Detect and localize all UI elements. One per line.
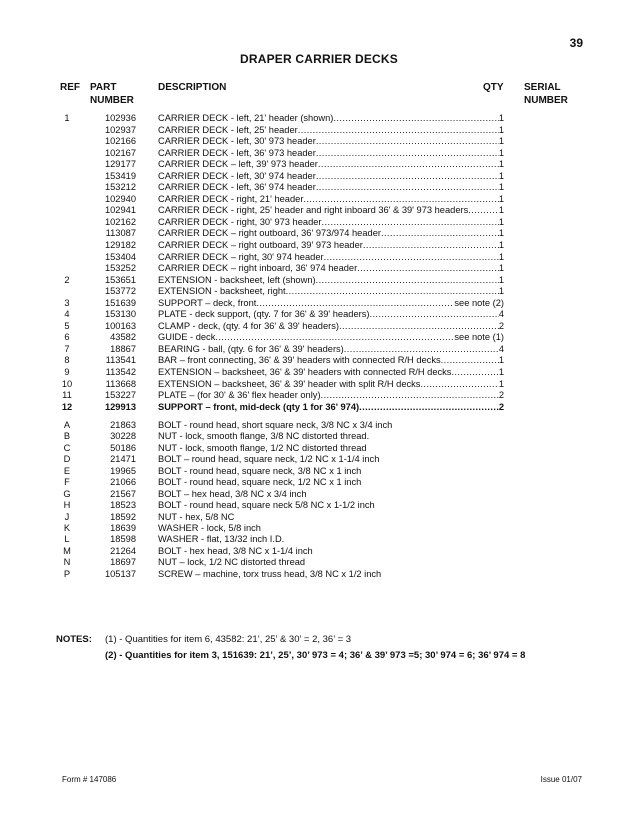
description-text: CARRIER DECK - left, 25' header xyxy=(158,124,298,135)
ref-cell: 4 xyxy=(64,309,70,320)
description-cell xyxy=(158,286,504,298)
table-row xyxy=(0,252,638,264)
description-cell xyxy=(158,500,504,511)
table-row xyxy=(0,309,638,321)
qty-cell: 1 xyxy=(498,170,504,181)
part-number-cell: 113087 xyxy=(105,228,136,239)
dot-leader xyxy=(468,205,499,217)
serial-number-column-header xyxy=(524,81,568,107)
part-number-cell: 153651 xyxy=(104,274,136,285)
dot-leader xyxy=(256,298,454,310)
part-number-column-header xyxy=(90,81,134,107)
table-row xyxy=(0,113,638,125)
ref-cell: C xyxy=(63,442,71,453)
qty-cell: 1 xyxy=(498,113,504,123)
table-row xyxy=(0,420,638,431)
dot-leader xyxy=(316,136,499,148)
dot-leader xyxy=(303,194,498,206)
description-text: CLAMP - deck, (qty. 4 for 36' & 39' headers) xyxy=(158,320,339,331)
ref-cell: K xyxy=(63,522,71,533)
description-text: BOLT – hex head, 3/8 NC x 3/4 inch xyxy=(158,488,307,499)
description-cell xyxy=(158,512,504,523)
part-number-cell: 21066 xyxy=(110,477,136,488)
table-row xyxy=(0,205,638,217)
description-cell xyxy=(158,321,504,333)
qty-cell: 1 xyxy=(498,136,504,147)
ref-cell: B xyxy=(63,431,71,442)
parts-list xyxy=(0,113,638,413)
ref-cell: 3 xyxy=(64,297,70,308)
ref-column-header: REF xyxy=(60,82,80,93)
part-number-cell: 19965 xyxy=(110,465,136,476)
part-number-cell: 102941 xyxy=(104,205,136,216)
table-row xyxy=(0,298,638,310)
description-text: CARRIER DECK - right, 30' 973 header xyxy=(158,216,322,227)
description-text: EXTENSION - backsheet, right xyxy=(158,286,286,297)
note-1: (1) - Quantities for item 6, 43582: 21’, 25’ & 30’ = 2, 36’ = 3 xyxy=(105,634,352,645)
table-row xyxy=(0,332,638,344)
ref-cell: 12 xyxy=(61,401,73,412)
description-cell xyxy=(158,228,504,240)
table-row xyxy=(0,275,638,287)
part-number-cell: 153227 xyxy=(104,390,136,401)
part-number-cell: 153404 xyxy=(104,251,136,262)
dot-leader xyxy=(333,113,498,125)
qty-cell: 1 xyxy=(498,378,504,389)
description-text: EXTENSION – backsheet, 36' & 39' header with split R/H decks xyxy=(158,378,421,389)
table-row xyxy=(0,454,638,465)
description-cell xyxy=(158,309,504,321)
description-cell xyxy=(158,379,504,391)
description-cell xyxy=(158,466,504,477)
description-text: BEARING - ball, (qty. 6 for 36' & 39' headers) xyxy=(158,343,344,354)
description-text: NUT - lock, smooth flange, 3/8 NC distorted thread. xyxy=(158,431,370,442)
table-row xyxy=(0,379,638,391)
ref-cell: H xyxy=(63,500,71,511)
dot-leader xyxy=(316,148,499,160)
note-2: (2) - Quantities for item 3, 151639: 21’, 25’, 30’ 973 = 4; 36’ & 39’ 973 =5; 30’ 974 = 6; 36’ 974 = 8 xyxy=(105,650,526,661)
table-row xyxy=(0,466,638,477)
description-cell xyxy=(158,344,504,356)
qty-cell: 1 xyxy=(498,124,504,135)
qty-cell: 1 xyxy=(498,193,504,204)
description-text: CARRIER DECK – right inboard, 36' 974 header xyxy=(158,263,358,274)
description-text: SUPPORT – front, mid-deck (qty 1 for 36' 974) xyxy=(158,401,360,412)
description-cell xyxy=(158,136,504,148)
part-number-cell: 151639 xyxy=(104,297,136,308)
description-cell xyxy=(158,557,504,568)
description-text: BOLT – round head, square neck, 1/2 NC x 1-1/4 inch xyxy=(158,454,380,465)
dot-leader xyxy=(321,390,499,402)
dot-leader xyxy=(344,344,499,356)
ref-cell: N xyxy=(63,557,71,568)
dot-leader xyxy=(215,332,454,344)
part-number-cell: 18639 xyxy=(110,522,136,533)
ref-cell: 6 xyxy=(64,332,70,343)
dot-leader xyxy=(451,367,498,379)
description-text: PLATE - deck support, (qty. 7 for 36' & 39' headers) xyxy=(158,309,370,320)
table-row xyxy=(0,523,638,534)
part-number-cell: 21863 xyxy=(110,420,136,430)
qty-cell: see note (2) xyxy=(454,297,504,308)
ref-cell: 11 xyxy=(62,390,72,401)
part-number-cell: 102936 xyxy=(104,113,136,123)
part-number-cell: 21264 xyxy=(110,545,136,556)
description-cell xyxy=(158,402,504,414)
description-text: BAR – front connecting, 36' & 39' headers with connected R/H decks xyxy=(158,355,441,366)
part-number-cell: 153772 xyxy=(104,286,136,297)
description-text: NUT – lock, 1/2 NC distorted thread xyxy=(158,557,306,568)
part-number-cell: 21567 xyxy=(110,488,136,499)
dot-leader xyxy=(324,252,499,264)
serial-header-line1: SERIAL xyxy=(524,82,561,93)
description-text: SCREW – machine, torx truss head, 3/8 NC x 1/2 inch xyxy=(158,568,382,579)
part-number-cell: 18697 xyxy=(110,557,136,568)
description-cell xyxy=(158,443,504,454)
fastener-list xyxy=(0,420,638,580)
part-number-cell: 43582 xyxy=(110,332,136,343)
qty-cell: 1 xyxy=(498,147,504,158)
part-number-cell: 21471 xyxy=(110,454,136,465)
part-number-cell: 105137 xyxy=(104,568,136,579)
dot-leader xyxy=(339,321,499,333)
qty-cell: 1 xyxy=(498,367,504,378)
description-cell xyxy=(158,367,504,379)
ref-cell: D xyxy=(63,454,71,465)
description-text: BOLT - hex head, 3/8 NC x 1-1/4 inch xyxy=(158,545,313,556)
qty-cell: 1 xyxy=(498,205,504,216)
ref-cell: G xyxy=(63,488,71,499)
description-cell xyxy=(158,113,504,125)
description-cell xyxy=(158,298,504,310)
part-number-cell: 100163 xyxy=(104,320,136,331)
description-cell xyxy=(158,477,504,488)
table-row xyxy=(0,194,638,206)
description-cell xyxy=(158,390,504,402)
table-row xyxy=(0,557,638,568)
table-row xyxy=(0,390,638,402)
description-text: PLATE – (for 30' & 36' flex header only) xyxy=(158,390,321,401)
description-text: CARRIER DECK – right outboard, 36' 973/974 header xyxy=(158,228,381,239)
part-number-cell: 153212 xyxy=(104,182,136,193)
part-number-cell: 129182 xyxy=(104,240,136,251)
part-number-cell: 102167 xyxy=(104,147,136,158)
notes-label: NOTES: xyxy=(56,634,92,645)
table-row xyxy=(0,569,638,580)
ref-cell: J xyxy=(64,511,70,522)
dot-leader xyxy=(369,309,498,321)
description-text: NUT - lock, smooth flange, 1/2 NC distorted thread xyxy=(158,442,367,453)
part-number-cell: 129913 xyxy=(104,401,136,412)
qty-cell: 4 xyxy=(498,343,504,354)
page-title: DRAPER CARRIER DECKS xyxy=(239,52,398,66)
description-text: BOLT - round head, short square neck, 3/8 NC x 3/4 inch xyxy=(158,420,393,430)
qty-cell: see note (1) xyxy=(454,332,504,343)
table-row xyxy=(0,534,638,545)
dot-leader xyxy=(316,182,499,194)
page-number: 39 xyxy=(569,36,583,50)
description-text: NUT - hex, 5/8 NC xyxy=(158,511,235,522)
description-text: EXTENSION - backsheet, left (shown) xyxy=(158,274,316,285)
description-cell xyxy=(158,148,504,160)
dot-leader xyxy=(441,355,499,367)
qty-cell: 2 xyxy=(498,390,504,401)
description-text: CARRIER DECK - left, 36' 974 header xyxy=(158,182,316,193)
table-row xyxy=(0,355,638,367)
table-row xyxy=(0,159,638,171)
part-number-cell: 153130 xyxy=(104,309,136,320)
dot-leader xyxy=(286,286,499,298)
part-number-cell: 30228 xyxy=(110,431,136,442)
description-text: WASHER - flat, 13/32 inch I.D. xyxy=(158,534,285,545)
description-text: CARRIER DECK - left, 36' 973 header xyxy=(158,147,316,158)
table-row xyxy=(0,477,638,488)
part-number-cell: 18867 xyxy=(110,343,136,354)
qty-cell: 2 xyxy=(498,320,504,331)
part-header-line1: PART xyxy=(90,82,117,93)
issue-date: Issue 01/07 xyxy=(540,775,582,784)
table-row xyxy=(0,148,638,160)
dot-leader xyxy=(316,171,499,183)
part-number-cell: 102937 xyxy=(104,124,136,135)
ref-cell: 8 xyxy=(64,355,70,366)
description-cell xyxy=(158,159,504,171)
description-cell xyxy=(158,332,504,344)
ref-cell: L xyxy=(64,534,70,545)
table-row xyxy=(0,125,638,137)
dot-leader xyxy=(359,402,499,414)
description-text: CARRIER DECK – right, 30' 974 header xyxy=(158,251,324,262)
table-row xyxy=(0,367,638,379)
table-row xyxy=(0,228,638,240)
part-number-cell: 102940 xyxy=(104,193,136,204)
dot-leader xyxy=(363,240,499,252)
description-cell xyxy=(158,263,504,275)
ref-cell: F xyxy=(64,477,70,488)
qty-cell: 1 xyxy=(498,240,504,251)
part-number-cell: 50186 xyxy=(110,442,136,453)
table-row xyxy=(0,171,638,183)
description-cell xyxy=(158,489,504,500)
qty-cell: 1 xyxy=(498,286,504,297)
qty-cell: 2 xyxy=(498,401,504,412)
form-number: Form # 147086 xyxy=(62,775,117,784)
dot-leader xyxy=(357,263,499,275)
table-row xyxy=(0,431,638,442)
table-row xyxy=(0,240,638,252)
table-row xyxy=(0,443,638,454)
description-text: CARRIER DECK - left, 21' header (shown) xyxy=(158,113,334,123)
ref-cell: M xyxy=(63,545,71,556)
qty-cell: 1 xyxy=(498,182,504,193)
description-cell xyxy=(158,534,504,545)
description-cell xyxy=(158,217,504,229)
ref-cell: 2 xyxy=(64,274,70,285)
part-number-cell: 153252 xyxy=(104,263,136,274)
ref-cell: P xyxy=(63,568,71,579)
description-cell xyxy=(158,275,504,287)
description-cell xyxy=(158,125,504,137)
description-text: BOLT - round head, square neck 5/8 NC x 1-1/2 inch xyxy=(158,500,375,511)
table-row xyxy=(0,500,638,511)
description-text: CARRIER DECK - left, 30' 974 header xyxy=(158,170,316,181)
description-cell xyxy=(158,420,504,431)
dot-leader xyxy=(420,379,498,391)
part-number-cell: 153419 xyxy=(104,170,136,181)
qty-cell: 1 xyxy=(498,228,504,239)
table-row xyxy=(0,546,638,557)
serial-header-line2: NUMBER xyxy=(524,95,568,106)
ref-cell: 9 xyxy=(64,367,70,378)
description-text: BOLT - round head, square neck, 3/8 NC x 1 inch xyxy=(158,465,362,476)
ref-cell: 10 xyxy=(61,378,73,389)
ref-cell: E xyxy=(63,465,71,476)
part-number-cell: 18592 xyxy=(110,511,136,522)
description-cell xyxy=(158,240,504,252)
description-cell xyxy=(158,523,504,534)
table-row xyxy=(0,263,638,275)
description-cell xyxy=(158,546,504,557)
table-row xyxy=(0,344,638,356)
description-text: CARRIER DECK - left, 30' 973 header xyxy=(158,136,316,147)
part-number-cell: 129177 xyxy=(104,159,136,170)
description-cell xyxy=(158,431,504,442)
dot-leader xyxy=(298,125,499,137)
table-row xyxy=(0,182,638,194)
description-column-header: DESCRIPTION xyxy=(158,82,227,93)
part-number-cell: 18523 xyxy=(110,500,136,511)
qty-cell: 1 xyxy=(498,159,504,170)
part-number-cell: 102166 xyxy=(104,136,136,147)
ref-cell: 1 xyxy=(64,113,70,123)
table-row xyxy=(0,217,638,229)
table-row xyxy=(0,402,638,414)
description-cell xyxy=(158,454,504,465)
dot-leader xyxy=(316,275,499,287)
dot-leader xyxy=(318,159,499,171)
qty-cell: 1 xyxy=(498,263,504,274)
description-cell xyxy=(158,205,504,217)
part-number-cell: 113541 xyxy=(105,355,136,366)
table-row xyxy=(0,136,638,148)
description-text: CARRIER DECK – right outboard, 39' 973 header xyxy=(158,240,363,251)
description-text: WASHER - lock, 5/8 inch xyxy=(158,522,261,533)
part-number-cell: 113542 xyxy=(105,367,136,378)
description-cell xyxy=(158,252,504,264)
description-cell xyxy=(158,355,504,367)
qty-cell: 1 xyxy=(498,274,504,285)
description-text: SUPPORT – deck, front xyxy=(158,297,257,308)
dot-leader xyxy=(322,217,499,229)
qty-cell: 1 xyxy=(498,251,504,262)
ref-cell: 7 xyxy=(64,343,70,354)
part-number-cell: 18598 xyxy=(110,534,136,545)
qty-cell: 1 xyxy=(498,355,504,366)
description-cell xyxy=(158,171,504,183)
description-cell xyxy=(158,569,504,580)
description-cell xyxy=(158,194,504,206)
qty-cell: 4 xyxy=(498,309,504,320)
table-row xyxy=(0,286,638,298)
part-header-line2: NUMBER xyxy=(90,95,134,106)
dot-leader xyxy=(381,228,499,240)
ref-cell: A xyxy=(63,420,71,430)
description-text: BOLT - round head, square neck, 1/2 NC x 1 inch xyxy=(158,477,362,488)
description-text: EXTENSION – backsheet, 36' & 39' headers with connected R/H decks xyxy=(158,367,452,378)
ref-cell: 5 xyxy=(64,320,70,331)
description-text: CARRIER DECK - right, 25' header and right inboard 36' & 39' 973 headers xyxy=(158,205,469,216)
part-number-cell: 102162 xyxy=(104,216,136,227)
description-cell xyxy=(158,182,504,194)
table-row xyxy=(0,321,638,333)
qty-column-header: QTY xyxy=(483,82,504,93)
description-text: GUIDE - deck xyxy=(158,332,216,343)
qty-cell: 1 xyxy=(498,216,504,227)
table-row xyxy=(0,512,638,523)
description-text: CARRIER DECK – left, 39' 973 header xyxy=(158,159,318,170)
description-text: CARRIER DECK - right, 21' header xyxy=(158,193,304,204)
table-row xyxy=(0,489,638,500)
part-number-cell: 113668 xyxy=(105,378,136,389)
